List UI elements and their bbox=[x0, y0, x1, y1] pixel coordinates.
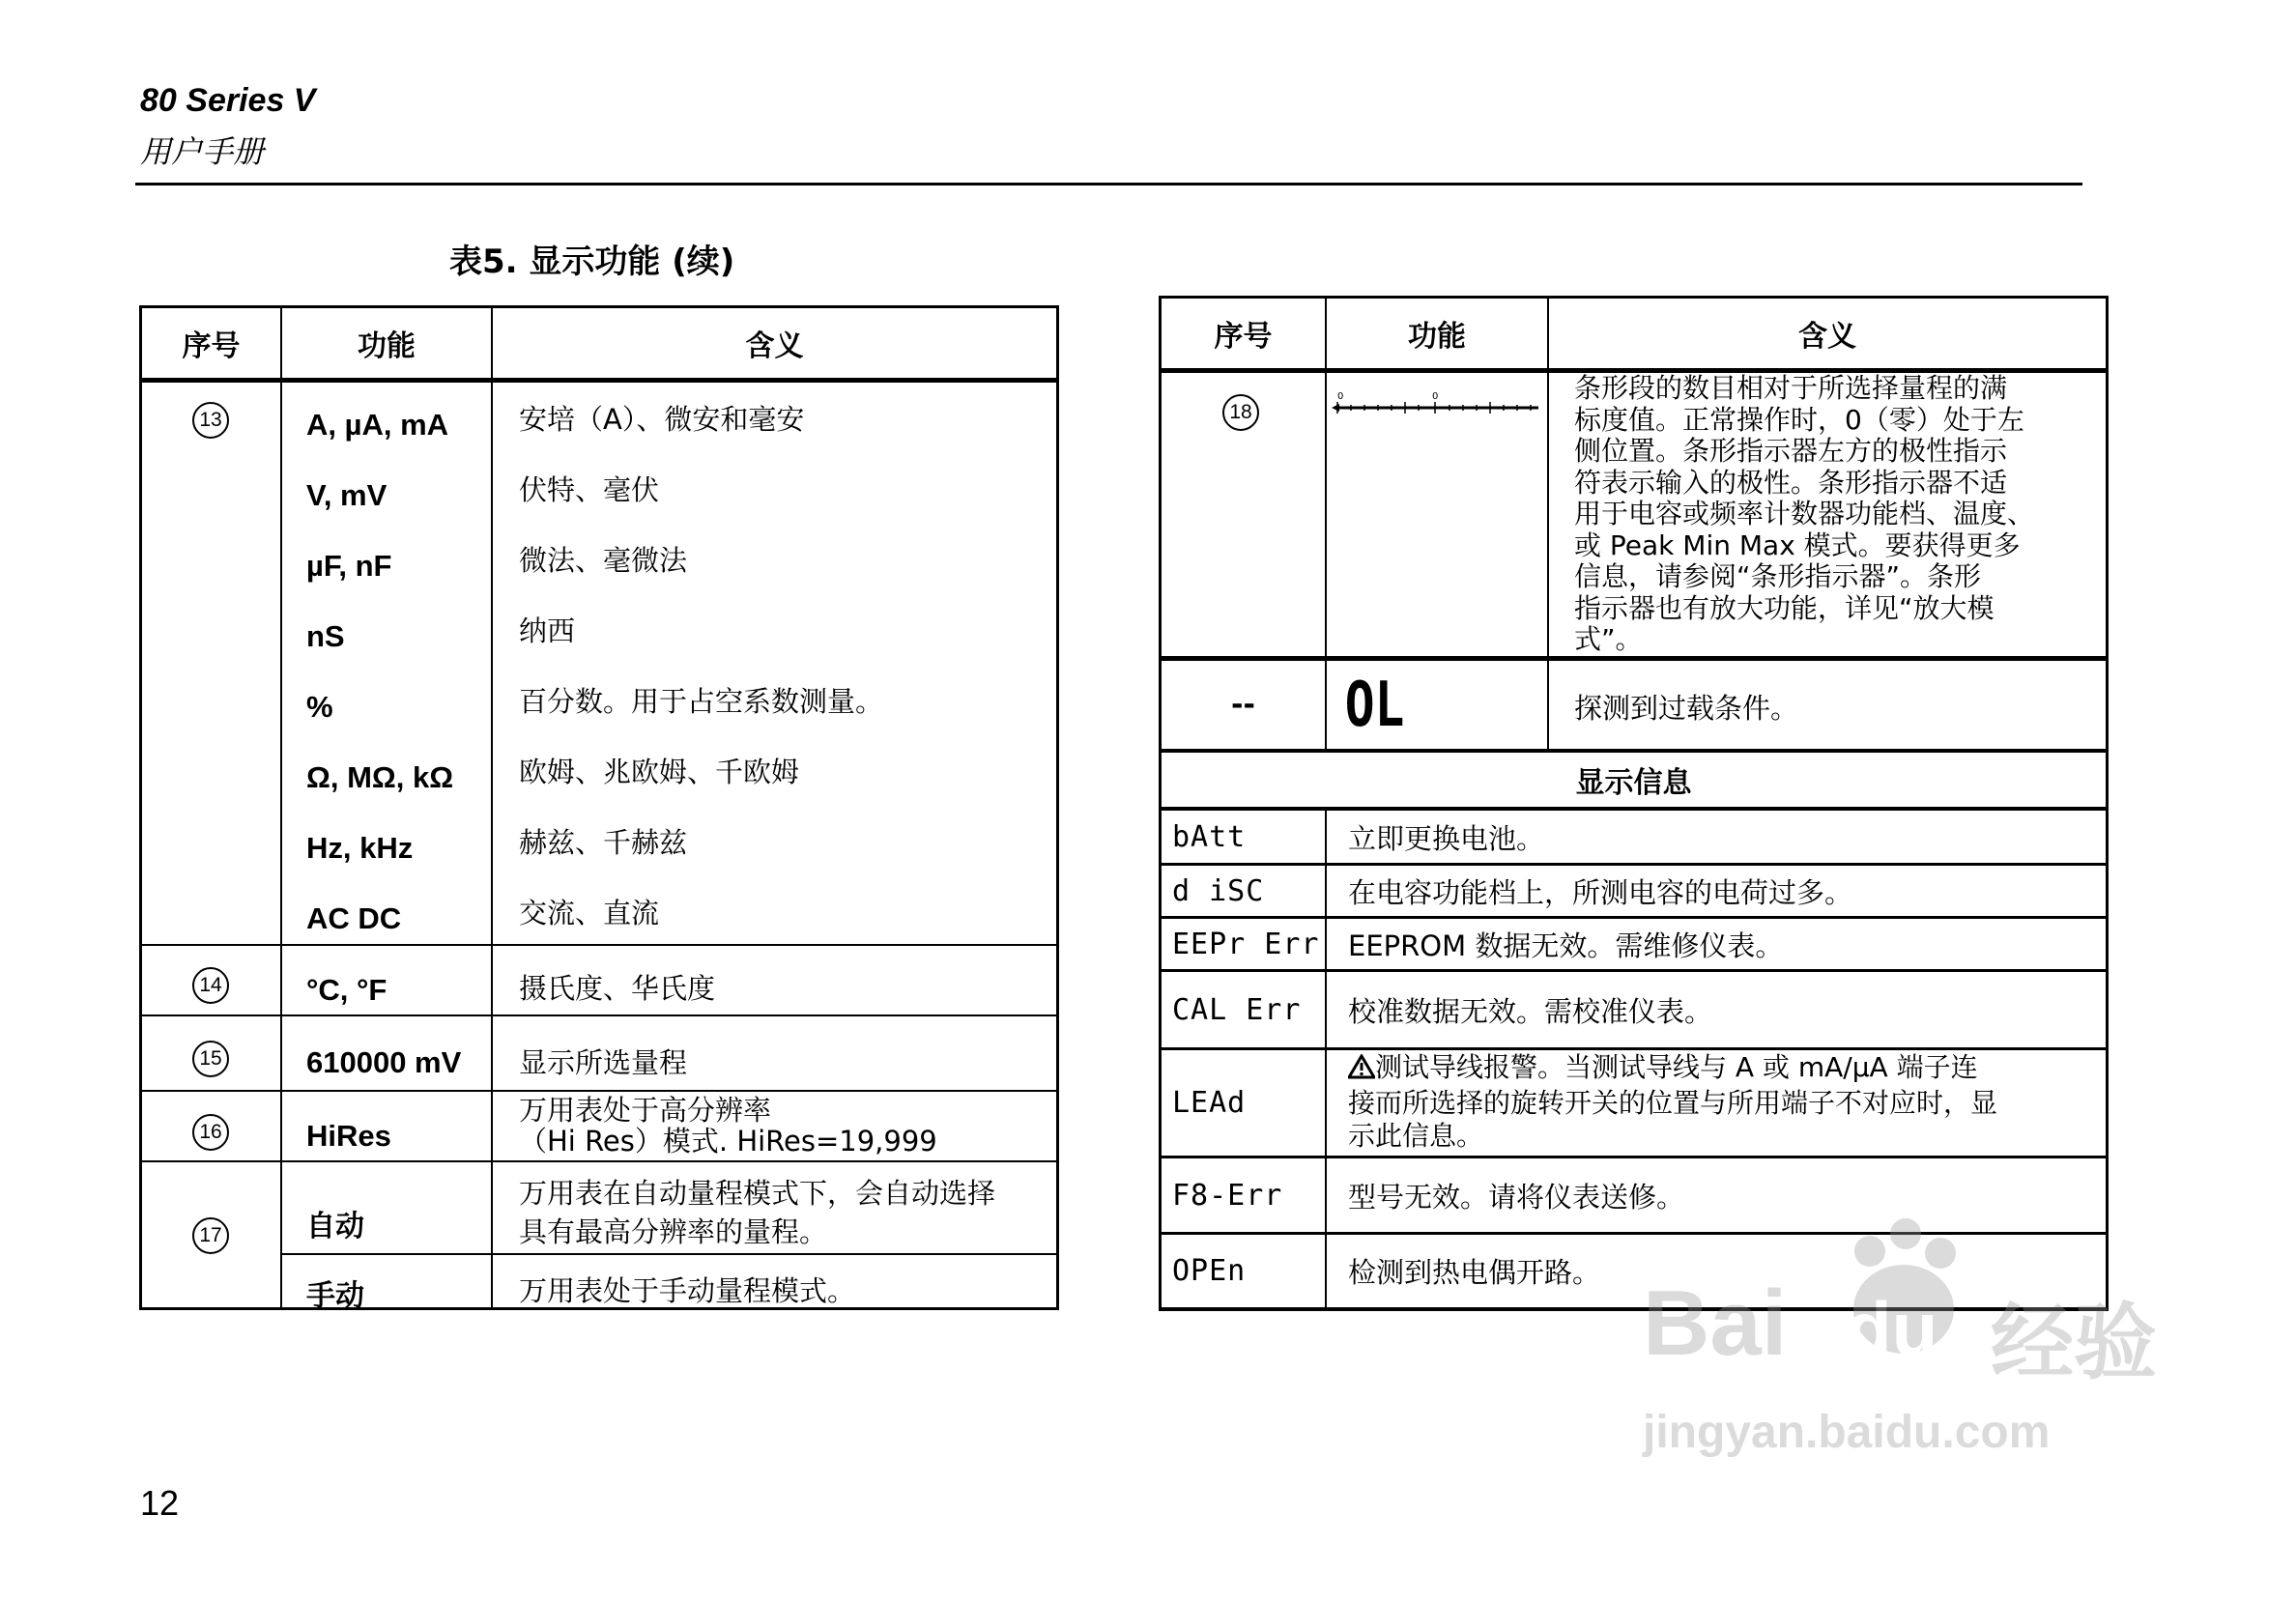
header-rule-thick bbox=[139, 378, 1059, 383]
meaning-text: 万用表处于手动量程模式。 bbox=[519, 1274, 856, 1307]
bar-zero-left: 0 bbox=[1337, 391, 1344, 402]
function-label: A, µA, mA bbox=[306, 408, 449, 442]
bargraph-icon bbox=[1332, 388, 1542, 421]
message-code: CAL Err bbox=[1172, 992, 1302, 1027]
row-number-18: 18 bbox=[1222, 394, 1259, 431]
overload-display bbox=[1327, 661, 1423, 749]
col-header-seq: 序号 bbox=[1214, 320, 1273, 354]
ol-lcd-text: OL bbox=[1345, 669, 1405, 741]
row-number-14: 14 bbox=[192, 967, 229, 1004]
bargraph-description bbox=[1574, 373, 2034, 656]
table-border bbox=[139, 305, 142, 1310]
manual-series-title: 80 Series V bbox=[140, 82, 316, 119]
meaning-text: 欧姆、兆欧姆、千欧姆 bbox=[519, 756, 800, 788]
watermark-jingyan: 经验 bbox=[1991, 1297, 2157, 1389]
message-meaning: 检测到热电偶开路。 bbox=[1348, 1256, 1601, 1289]
meaning-line: 侧位置。条形指示器左方的极性指示 bbox=[1574, 435, 2008, 467]
meaning-line: 用于电容或频率计数器功能档、温度、 bbox=[1574, 498, 2035, 529]
table-border bbox=[2106, 296, 2109, 1311]
meaning-text: 显示所选量程 bbox=[519, 1046, 688, 1079]
meaning-text bbox=[519, 1095, 937, 1157]
column-divider bbox=[1325, 809, 1327, 1311]
message-code: EEPr Err bbox=[1172, 927, 1320, 961]
meaning-text bbox=[519, 1174, 995, 1251]
meaning-line: 标度值。正常操作时，0（零）处于左 bbox=[1574, 403, 2024, 436]
watermark-brand: Bai bbox=[1643, 1271, 1788, 1375]
meaning-line: （Hi Res）模式. HiRes=19,999 bbox=[519, 1125, 937, 1157]
col-header-meaning: 含义 bbox=[745, 329, 804, 363]
meaning-text: 百分数。用于占空系数测量。 bbox=[519, 685, 884, 718]
baidu-watermark bbox=[1643, 1213, 2184, 1522]
message-meaning: 型号无效。请将仪表送修。 bbox=[1348, 1180, 1685, 1214]
function-label: AC DC bbox=[306, 901, 402, 935]
table-border bbox=[1056, 305, 1059, 1310]
meaning-text: 微法、毫微法 bbox=[519, 544, 688, 577]
row-number-dash: -- bbox=[1231, 688, 1255, 722]
col-header-func: 功能 bbox=[358, 329, 416, 363]
meaning-text: 交流、直流 bbox=[519, 897, 660, 929]
manual-subtitle: 用户手册 bbox=[140, 133, 265, 170]
meaning-text: 探测到过载条件。 bbox=[1574, 692, 1799, 725]
meaning-line: 示此信息。 bbox=[1348, 1120, 1484, 1152]
function-label: 自动 bbox=[306, 1211, 364, 1243]
table-caption: 表5. 显示功能 (续) bbox=[449, 243, 735, 281]
function-label: Ω, MΩ, kΩ bbox=[306, 760, 454, 794]
message-meaning: 立即更换电池。 bbox=[1348, 821, 1545, 855]
row-divider bbox=[280, 1253, 1059, 1255]
message-code: OPEn bbox=[1172, 1254, 1247, 1288]
message-code: F8-Err bbox=[1172, 1178, 1283, 1213]
meaning-text: 安培（A）、微安和毫安 bbox=[519, 403, 805, 436]
meaning-line: 式”。 bbox=[1574, 623, 1643, 655]
meaning-line: 符表示输入的极性。条形指示器不适 bbox=[1574, 466, 2008, 499]
page-number: 12 bbox=[140, 1483, 180, 1523]
meaning-line: 指示器也有放大功能，详见“放大模 bbox=[1574, 591, 1995, 624]
function-label: 610000 mV bbox=[306, 1045, 462, 1079]
message-meaning: 在电容功能档上，所测电容的电荷过多。 bbox=[1348, 875, 1853, 909]
watermark-url: jingyan.baidu.com bbox=[1643, 1407, 2051, 1458]
col-header-func: 功能 bbox=[1408, 320, 1466, 354]
message-code: bAtt bbox=[1172, 819, 1247, 854]
meaning-line: 万用表在自动量程模式下，会自动选择 bbox=[519, 1177, 996, 1210]
bar-zero-mid: 0 bbox=[1432, 391, 1439, 402]
header-rule bbox=[135, 183, 2082, 186]
row-number-16: 16 bbox=[192, 1114, 229, 1151]
function-label: HiRes bbox=[306, 1119, 391, 1153]
function-label: °C, °F bbox=[306, 973, 387, 1007]
display-messages-title: 显示信息 bbox=[1575, 766, 1692, 800]
meaning-text: 纳西 bbox=[519, 614, 576, 647]
message-code: d iSC bbox=[1172, 873, 1265, 908]
meaning-line: 信息，请参阅“条形指示器”。条形 bbox=[1574, 560, 1982, 592]
function-label: % bbox=[306, 690, 333, 724]
watermark-brand-du: du bbox=[1846, 1286, 1938, 1371]
warning-icon bbox=[1348, 1054, 1375, 1087]
function-label: µF, nF bbox=[306, 549, 392, 583]
message-meaning: 校准数据无效。需校准仪表。 bbox=[1348, 994, 1713, 1028]
row-number-15: 15 bbox=[192, 1041, 229, 1077]
meaning-line: 测试导线报警。当测试导线与 A 或 mA/µA 端子连 bbox=[1375, 1051, 1978, 1083]
row-divider bbox=[139, 944, 1059, 946]
meaning-line: 接而所选择的旋转开关的位置与所用端子不对应时，显 bbox=[1348, 1087, 1998, 1119]
function-label: V, mV bbox=[306, 478, 387, 512]
column-divider bbox=[491, 305, 493, 1310]
column-divider bbox=[280, 305, 282, 1310]
meaning-line: 万用表处于高分辨率 bbox=[519, 1094, 772, 1127]
col-header-meaning: 含义 bbox=[1798, 320, 1856, 354]
meaning-text: 摄氏度、华氏度 bbox=[519, 972, 716, 1005]
function-label: Hz, kHz bbox=[306, 831, 414, 865]
function-label: 手动 bbox=[306, 1280, 364, 1312]
message-meaning bbox=[1348, 1051, 1997, 1153]
message-code: LEAd bbox=[1172, 1086, 1247, 1120]
row-number-17: 17 bbox=[192, 1217, 229, 1254]
row-divider bbox=[139, 1090, 1059, 1092]
meaning-line: 条形段的数目相对于所选择量程的满 bbox=[1574, 372, 2008, 404]
function-label: nS bbox=[306, 619, 345, 653]
row-divider bbox=[139, 1160, 1059, 1162]
meaning-line: 或 Peak Min Max 模式。要获得更多 bbox=[1574, 529, 2021, 561]
row-number-13: 13 bbox=[192, 402, 229, 439]
meaning-text: 赫兹、千赫兹 bbox=[519, 826, 688, 859]
col-header-seq: 序号 bbox=[182, 329, 241, 363]
meaning-line: 具有最高分辨率的量程。 bbox=[519, 1215, 828, 1248]
meaning-text: 伏特、毫伏 bbox=[519, 473, 660, 506]
row-divider bbox=[139, 1014, 1059, 1016]
message-meaning: EEPROM 数据无效。需维修仪表。 bbox=[1348, 929, 1784, 962]
